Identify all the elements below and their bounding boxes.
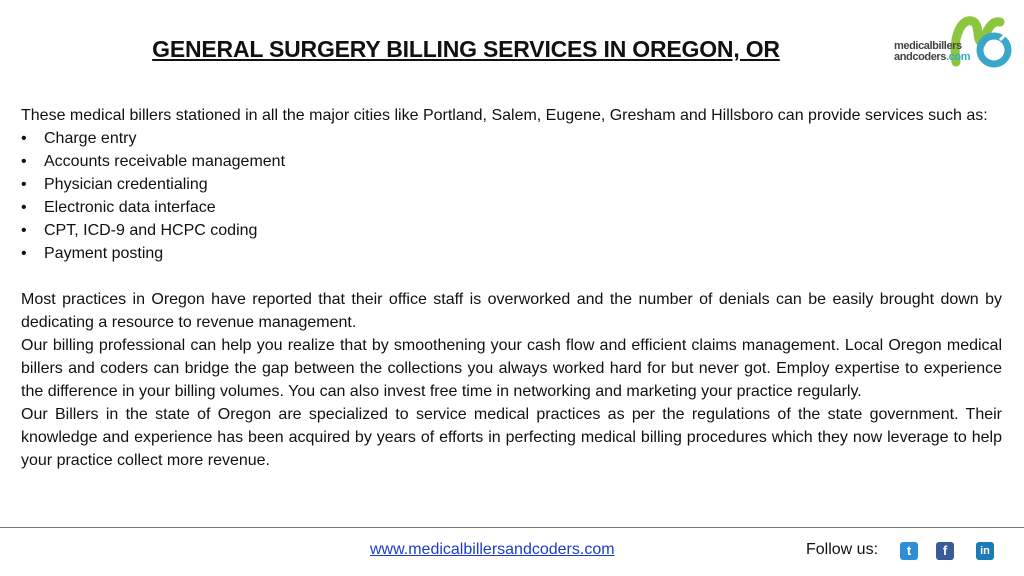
logo-suffix: .com (946, 51, 971, 63)
paragraph: Most practices in Oregon have reported that their office staff is overworked and the number of denials can be easily brought down by dedicating a resource to revenue management. (21, 291, 1002, 331)
intro-text: These medical billers stationed in all the major cities like Portland, Salem, Eugene, Gresham and Hillsboro can provide services such as: (21, 107, 988, 124)
logo-line-2 (894, 52, 970, 63)
linkedin-icon[interactable]: in (976, 542, 994, 560)
logo-line-2-text: andcoders (894, 51, 947, 63)
service-item: • Accounts receivable management (21, 150, 1002, 173)
website-link[interactable]: www.medicalbillersandcoders.com (370, 541, 615, 558)
logo-wordmark (894, 41, 970, 63)
page-title: GENERAL SURGERY BILLING SERVICES IN OREGON, OR (152, 36, 780, 62)
footer-divider (0, 527, 1024, 528)
spacer (21, 265, 1002, 288)
paragraph: Our billing professional can help you realize that by smoothening your cash flow and efficient claims management. Local Oregon medical billers and coders can bridge the gap between the collections you always worked hard for but never got. Employ expertise to experience the difference in your billing volumes. You can also invest free time in networking and marketing your practice regularly. (21, 337, 1002, 400)
service-item: • CPT, ICD-9 and HCPC coding (21, 219, 1002, 242)
company-logo[interactable] (890, 12, 1014, 74)
services-list (21, 127, 1002, 265)
twitter-icon[interactable]: t (900, 542, 918, 560)
service-item: • Physician credentialing (21, 173, 1002, 196)
service-item: • Payment posting (21, 242, 1002, 265)
paragraph: Our Billers in the state of Oregon are specialized to service medical practices as per the regulations of the state government. Their knowledge and experience has been acquired by years of efforts in perfecting medical billing procedures which they now leverage to help your practice collect more revenue. (21, 406, 1002, 469)
follow-label: Follow us: (806, 541, 879, 558)
logo-line-1: medicalbillers (894, 40, 962, 52)
facebook-icon[interactable]: f (936, 542, 954, 560)
main-content (21, 104, 1002, 472)
service-item: • Charge entry (21, 127, 1002, 150)
service-item: • Electronic data interface (21, 196, 1002, 219)
